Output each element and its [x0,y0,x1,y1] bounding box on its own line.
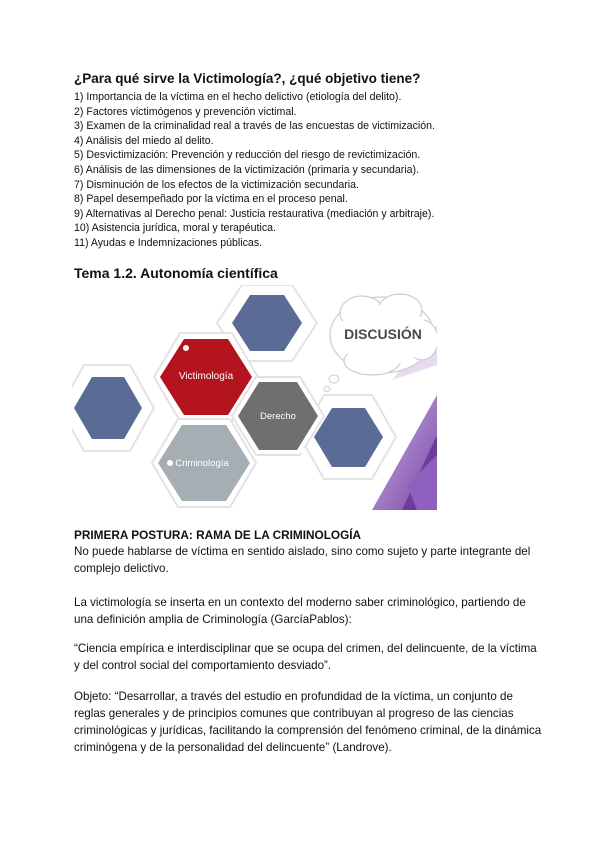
list-item: 9) Alternativas al Derecho penal: Justicia restaurativa (mediación y arbitraje). [74,207,435,220]
list-item: 3) Examen de la criminalidad real a través de las encuestas de victimización. [74,120,435,133]
paragraph: No puede hablarse de víctima en sentido aislado, sino como sujeto y parte integrante del complejo delictivo. [74,545,531,575]
paragraph-object: Objeto: “Desarrollar, a través del estudio en profundidad de la víctima, un conjunto de reglas generales y de principios comunes que contribuyan al progreso de las ciencias criminológicas y jurídicas, facilitando la comprensión del fenómeno criminal, de la dinámica criminógena y de la personalidad del delincuente” (Landrove). [74,690,542,754]
list-item: 11) Ayudas e Indemnizaciones públicas. [74,236,263,249]
list-item: 5) Desvictimización: Prevención y reducción del riesgo de revictimización. [74,149,421,162]
list-item: 2) Factores victimógenos y prevención victimal. [74,105,297,118]
dot-icon [183,345,189,351]
cloud-label: DISCUSIÓN [344,326,422,342]
objectives-list [74,90,435,251]
list-item: 7) Disminución de los efectos de la victimización secundaria. [74,178,359,191]
hexagon-derecho-label: Derecho [260,411,296,422]
hexagon-diagram-svg [72,285,437,510]
section-heading-autonomy: Tema 1.2. Autonomía científica [74,265,278,281]
list-item: 8) Papel desempeñado por la víctima en el proceso penal. [74,193,348,206]
list-item: 10) Asistencia jurídica, moral y terapéutica. [74,222,276,235]
paragraph: La victimología se inserta en un contexto del moderno saber criminológico, partiendo de una definición amplia de Criminología (GarcíaPablos): [74,596,526,626]
hexagon-diagram [72,285,437,510]
hexagon-criminologia-label: Criminología [175,458,229,469]
paragraph-quote: “Ciencia empírica e interdisciplinar que se ocupa del crimen, del delincuente, de la víctima y del control social del comportamiento desviado”. [74,642,537,672]
section-heading-first-position: PRIMERA POSTURA: RAMA DE LA CRIMINOLOGÍA [74,528,362,542]
section-heading-purpose: ¿Para qué sirve la Victimología?, ¿qué objetivo tiene? [74,71,421,86]
list-item: 6) Análisis de las dimensiones de la victimización (primaria y secundaria). [74,163,420,176]
list-item: 4) Análisis del miedo al delito. [74,134,214,147]
dot-icon [299,447,305,453]
dot-icon [167,460,173,466]
list-item: 1) Importancia de la víctima en el hecho delictivo (etiología del delito). [74,91,402,103]
hexagon-victimologia-label: Victimología [178,371,234,382]
